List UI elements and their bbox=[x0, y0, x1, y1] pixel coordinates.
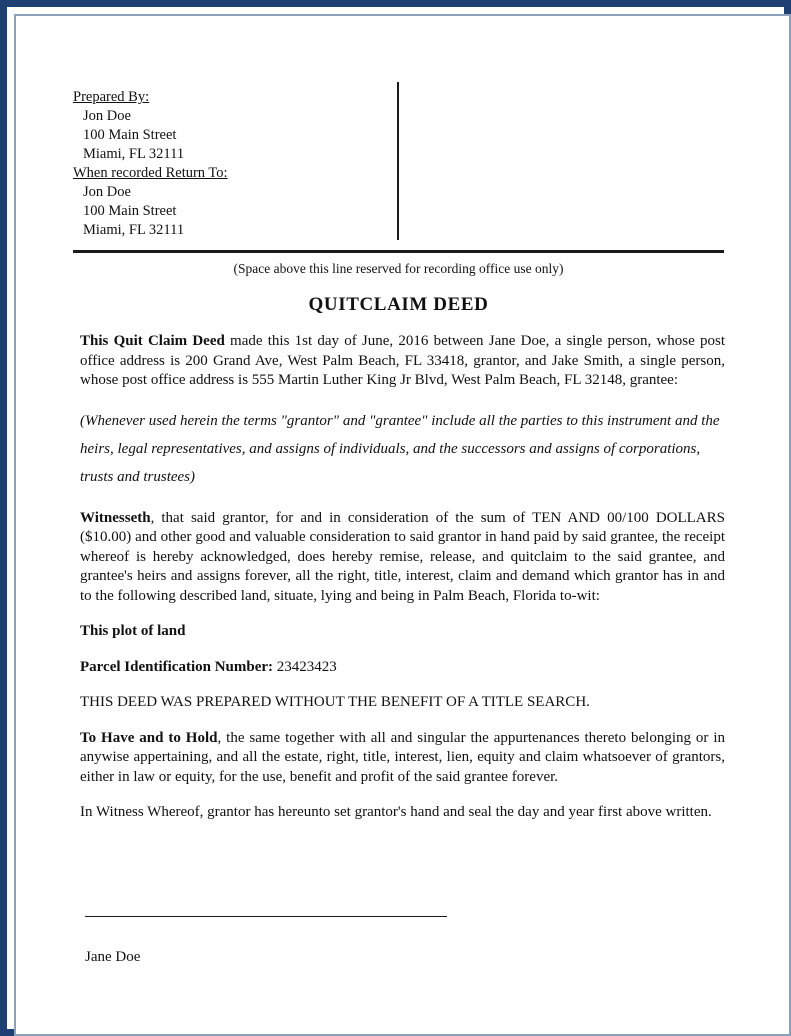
parcel-identification bbox=[80, 658, 725, 678]
prepared-by-line-1: Jon Doe bbox=[83, 108, 131, 124]
signature-name: Jane Doe bbox=[85, 949, 141, 965]
recording-area-divider bbox=[73, 250, 724, 253]
closing-paragraph: In Witness Whereof, grantor has hereunto set grantor's hand and seal the day and year first above written. bbox=[80, 804, 712, 820]
document-body bbox=[80, 332, 725, 839]
parcel-label: Parcel Identification Number: bbox=[80, 658, 274, 675]
prepared-by-line-2: 100 Main Street bbox=[83, 127, 177, 143]
prepared-by-label: Prepared By: bbox=[73, 89, 150, 105]
header-vertical-divider bbox=[397, 82, 399, 240]
document-sheet bbox=[16, 16, 789, 1034]
page-border-inner bbox=[14, 14, 791, 1036]
recording-header-block bbox=[73, 88, 403, 240]
habendum-text: , the same together with all and singular the appurtenances thereto belonging or in anywise appertaining, and all the estate, right, title, interest, lien, equity and claim whatsoever of grantors, either in law or equity, for the use, benefit and profit of the said grantee forever. bbox=[80, 729, 725, 785]
habendum-lead: To Have and to Hold bbox=[80, 729, 218, 746]
definitions-paragraph: (Whenever used herein the terms "grantor" and "grantee" include all the parties to this instrument and the heirs, legal representatives, and assigns of individuals, and the successors and assigns of corporations, trusts and trustees) bbox=[80, 412, 720, 485]
witnesseth-lead: Witnesseth bbox=[80, 509, 151, 526]
witnesseth-paragraph bbox=[80, 509, 725, 607]
habendum-paragraph bbox=[80, 729, 725, 788]
intro-paragraph bbox=[80, 332, 725, 391]
legal-description: This plot of land bbox=[80, 623, 186, 639]
parcel-value: 23423423 bbox=[273, 658, 337, 675]
return-to-line-2: 100 Main Street bbox=[83, 203, 177, 219]
recording-space-note: (Space above this line reserved for recording office use only) bbox=[233, 261, 564, 276]
return-to-line-3: Miami, FL 32111 bbox=[83, 222, 185, 238]
signature-line bbox=[85, 916, 447, 917]
intro-lead: This Quit Claim Deed bbox=[80, 333, 225, 349]
witnesseth-text: , that said grantor, for and in consideration of the sum of TEN AND 00/100 DOLLARS ($10.00) and other good and valuable consideration to said grantor in hand paid by said grantee, the receipt whereof is hereby acknowledged, does hereby remise, release, and quitclaim to the said grantee, and grantee's heirs and assigns forever, all the right, title, interest, claim and demand which grantor has in and to the following described land, situate, lying and being in Palm Beach, Florida to-wit: bbox=[80, 509, 725, 604]
intro-text: made this 1st day of June, 2016 between Jane Doe, a single person, whose post office address is 200 Grand Ave, West Palm Beach, FL 33418, grantor, and Jake Smith, a single person, whose post office address is 555 Martin Luther King Jr Blvd, West Palm Beach, FL 32148, grantee: bbox=[80, 333, 725, 388]
title-search-note: THIS DEED WAS PREPARED WITHOUT THE BENEFIT OF A TITLE SEARCH. bbox=[80, 694, 590, 710]
return-to-label: When recorded Return To: bbox=[73, 165, 228, 181]
page-title: QUITCLAIM DEED bbox=[308, 294, 489, 315]
prepared-by-line-3: Miami, FL 32111 bbox=[83, 146, 185, 162]
return-to-line-1: Jon Doe bbox=[83, 184, 131, 200]
